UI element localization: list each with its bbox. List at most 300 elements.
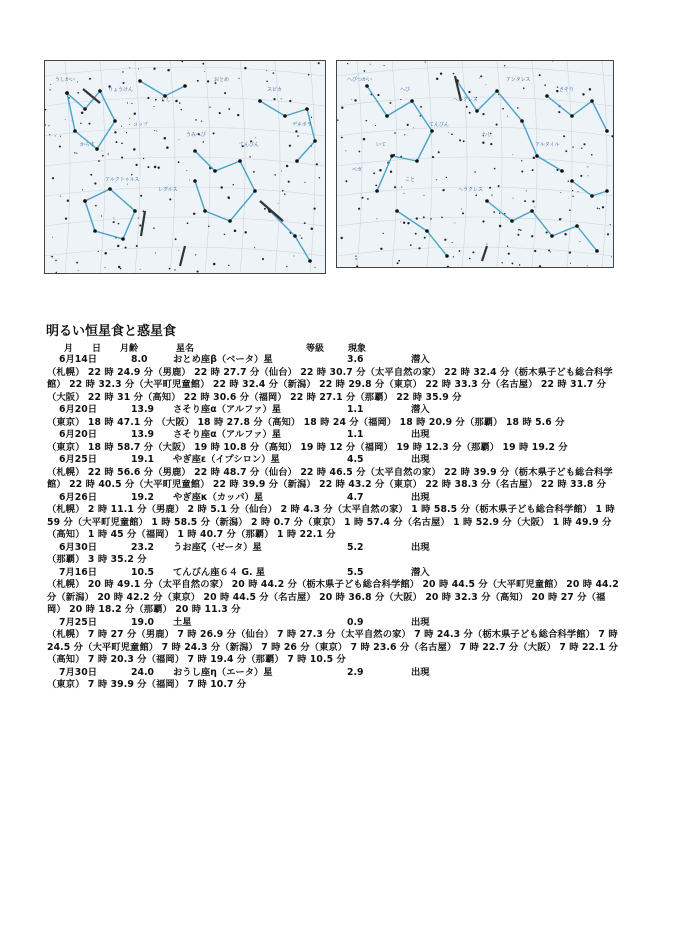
event-row [47,617,622,630]
event-phenomenon: 出現 [411,429,430,440]
background-star [345,150,346,151]
background-star [493,211,495,213]
background-star [318,62,320,64]
background-star [451,133,453,135]
header-star-name: 星名 [176,344,195,354]
background-star [167,69,170,72]
background-star [351,99,352,100]
background-star [564,233,566,235]
constellation-star [595,249,599,253]
background-star [463,140,465,142]
background-star [294,256,295,257]
background-star [532,169,534,171]
background-star [430,218,432,220]
background-star [254,247,255,248]
background-star [52,177,54,179]
constellation-label: アンタレス [506,77,531,83]
grid-line [205,61,210,273]
event-row [47,542,622,555]
constellation-line [572,181,607,196]
background-star [169,268,171,270]
event-magnitude: 5.2 [347,541,364,553]
background-star [295,130,297,132]
background-star [364,70,366,72]
background-star [125,247,127,249]
constellation-star [570,114,574,118]
background-star [311,228,314,231]
background-star [337,119,339,121]
event-phenomenon: 出現 [411,666,430,678]
background-star [491,194,492,195]
event-moon-age: 13.9 [131,404,154,415]
background-star [59,145,61,147]
background-star [489,187,491,189]
background-star [117,245,119,247]
background-star [65,217,67,219]
background-star [166,146,169,149]
background-star [266,70,267,71]
background-star [233,184,234,185]
background-star [74,152,75,153]
background-star [548,250,550,252]
background-star [274,174,276,176]
background-star [370,64,371,65]
background-star [153,68,155,70]
background-star [175,100,178,103]
background-star [380,248,382,250]
star-chart-right [337,61,613,267]
constellation-star [203,209,207,213]
header-magnitude: 等級 [306,344,325,354]
event-magnitude: 1.1 [347,429,364,440]
background-star [193,213,195,215]
background-star [51,256,53,258]
event-times: （札幌） 2 時 11.1 分（男鹿） 2 時 5.1 分（仙台） 2 時 4.3 分（太平自然の家） 1 時 58.5 分（栃木県子ども総合科学館） 1 時 59 分（大平町児童館） 1 時 58.5 分（新潟） 2 時 0.7 分（東京） 1 時 57.4 分（名古屋） 1 時 52.9 分（大阪） 1 時 49.9 分（高知） 1 時 45 分（福岡） 1 時 40.7 分（那覇） 1 時 22.1 分 [47,504,615,540]
constellation-star [253,189,257,193]
constellation-label: わし [482,132,493,138]
background-star [156,131,157,132]
event-moon-age: 19.0 [131,616,154,628]
event-date: 6月25日 [59,454,98,465]
background-star [81,112,84,115]
background-star [565,150,567,152]
background-star [407,124,409,126]
event-times: （札幌） 7 時 27 分（男鹿） 7 時 26.9 分（仙台） 7 時 27.3 分（太平自然の家） 7 時 24.3 分（栃木県子ども総合科学館） 7 時 24.5 分（大平町児童館） 7 時 24.3 分（新潟） 7 時 26 分（東京） 7 時 23.6 分（名古屋） 7 時 22.7 分（大阪） 7 時 22.1 分（高知） 7 時 20.3 分（福岡） 7 時 19.4 分（那覇） 7 時 10.5 分 [47,629,619,665]
background-star [363,138,366,141]
background-star [113,221,115,223]
background-star [572,196,573,197]
constellation-star [385,114,389,118]
background-star [220,186,222,188]
event-star: てんびん座６４ G. 星 [173,566,266,578]
event-star: 土星 [173,616,192,628]
background-star [373,172,375,174]
constellation-star [83,107,87,111]
background-star [82,189,83,190]
occultation-list [47,354,622,692]
background-star [444,239,446,241]
background-star [77,92,79,94]
constellation-label: アルタイル [535,142,560,148]
background-star [48,125,49,126]
background-star [304,182,305,183]
constellation-star [93,229,97,233]
background-star [572,190,573,191]
background-star [494,168,496,170]
background-star [375,125,376,126]
background-star [174,269,175,270]
background-star [118,223,120,225]
page-title: 明るい恒星食と惑星食 [46,324,177,339]
background-star [108,153,109,154]
background-star [587,175,588,176]
background-star [472,251,474,253]
constellation-star [495,89,499,93]
background-star [416,217,418,219]
background-star [415,233,417,235]
event-row [47,429,622,442]
constellation-label: さそり [559,87,575,93]
background-star [131,174,133,176]
background-star [213,132,215,134]
background-star [139,224,141,226]
background-star [138,68,139,69]
background-star [244,231,246,233]
background-star [131,103,132,104]
background-star [526,190,527,191]
background-star [474,171,476,173]
background-star [209,107,210,108]
constellation-star [258,99,262,103]
event-magnitude: 4.5 [347,454,364,465]
event-magnitude: 4.7 [347,491,364,503]
background-star [140,195,142,197]
background-star [568,180,569,181]
constellation-star [395,209,399,213]
grid-line [45,127,325,136]
background-star [377,94,379,96]
background-star [355,258,356,259]
background-star [52,237,53,238]
background-star [121,156,123,158]
background-star [486,244,487,245]
event-phenomenon: 潜入 [411,354,430,365]
background-star [534,206,535,207]
background-star [178,139,179,140]
grid-line [45,187,325,196]
background-star [120,268,122,270]
background-star [102,155,104,157]
moon-path-mark [141,211,145,236]
event-star: さそり座α（アルファ）星 [173,429,282,440]
background-star [394,186,396,188]
background-star [113,218,114,219]
background-star [404,134,405,135]
background-star [531,235,533,237]
background-star [413,127,414,128]
background-star [523,87,525,89]
background-star [282,190,284,192]
background-star [404,193,405,194]
background-star [105,267,106,268]
table-header [0,341,679,353]
constellation-label: ヘルクレス [453,97,478,103]
background-star [234,230,237,233]
event-magnitude: 3.6 [347,354,364,365]
constellation-star [510,219,514,223]
background-star [227,196,229,198]
header-moon-age: 月齢 [120,344,139,354]
background-star [454,222,455,223]
background-star [419,115,421,117]
constellation-star [305,107,309,111]
event-phenomenon: 潜入 [411,566,430,578]
constellation-star [425,229,429,233]
background-star [366,120,368,122]
background-star [345,180,347,182]
background-star [452,242,453,243]
background-star [76,262,78,264]
star-map-right [336,60,614,268]
event-phenomenon: 潜入 [411,404,430,415]
background-star [400,99,401,100]
background-star [308,74,310,76]
background-star [559,218,561,220]
background-star [501,262,502,263]
background-star [569,209,571,211]
background-star [153,227,155,229]
constellation-label: ヘラクレス [458,187,483,193]
constellation-star [113,119,117,123]
background-star [504,65,505,66]
background-star [197,80,199,82]
event-times: （那覇） 3 時 35.2 分 [47,554,147,565]
background-star [597,208,598,209]
constellation-star [73,129,77,133]
background-star [316,163,318,165]
background-star [202,63,204,65]
background-star [78,270,79,271]
background-star [499,225,502,228]
background-star [136,245,138,247]
background-star [400,221,401,222]
constellation-star [228,219,232,223]
constellation-label: うみへび [186,132,206,138]
background-star [187,222,189,224]
background-star [482,141,484,143]
background-star [67,199,69,201]
background-star [485,84,486,85]
grid-line [602,61,607,267]
background-star [359,151,361,153]
background-star [403,221,405,223]
event-times: （札幌） 22 時 56.6 分（男鹿） 22 時 48.7 分（仙台） 22 時 46.5 分（太平自然の家） 22 時 39.9 分（栃木県子ども総合科学館） 22 時 40.5 分（大平町児童館） 22 時 39.9 分（新潟） 22 時 43.2 分（東京） 22 時 38.3 分（名古屋） 22 時 33.8 分 [47,466,613,490]
background-star [286,266,287,267]
background-star [278,203,279,204]
background-star [424,237,426,239]
background-star [95,205,97,207]
constellation-label: いて [376,142,387,148]
background-star [154,130,155,131]
constellation-label: ベガ [352,167,363,173]
background-star [572,146,573,147]
constellation-line [487,201,597,251]
grid-line [392,61,397,267]
background-star [453,256,454,257]
background-star [356,265,358,267]
background-star [524,200,526,202]
background-star [599,208,600,209]
background-star [580,175,582,177]
background-star [178,161,180,163]
constellation-star [183,84,187,88]
background-star [314,267,315,268]
background-star [129,67,130,68]
background-star [469,258,471,260]
background-star [60,136,61,137]
background-star [341,137,343,139]
background-star [289,100,291,102]
constellation-label: レグルス [158,187,178,193]
constellation-star [193,179,197,183]
background-star [195,254,196,255]
event-star: やぎ座κ（カッパ）星 [173,491,264,503]
constellation-star [605,129,609,133]
background-star [289,145,291,147]
event-row [47,492,622,505]
grid-line [357,61,362,267]
background-star [496,124,498,126]
background-star [213,263,216,266]
event-star: やぎ座ε（イプシロン）星 [173,454,280,465]
background-star [158,167,160,169]
background-star [135,164,137,166]
background-star [550,251,551,252]
constellation-star [430,129,434,133]
event-phenomenon: 出現 [411,616,430,628]
constellation-star [520,119,524,123]
background-star [244,67,246,69]
background-star [126,132,127,133]
event-times: （東京） 18 時 58.7 分（大阪） 19 時 10.8 分（高知） 19 時 12 分（福岡） 19 時 12.3 分（那覇） 19 時 19.2 分 [47,441,568,453]
background-star [436,78,438,80]
background-star [189,179,190,180]
constellation-star [65,91,69,95]
background-star [237,114,239,116]
background-star [116,141,118,143]
background-star [442,189,444,191]
moon-path-mark [180,246,185,266]
background-star [425,62,426,63]
constellation-star [308,259,312,263]
constellation-label: てんびん [239,142,260,148]
event-date: 7月30日 [59,666,98,678]
background-star [375,185,377,187]
background-star [224,234,225,235]
background-star [447,266,449,267]
event-moon-age: 23.2 [131,541,154,553]
event-date: 6月30日 [59,541,98,553]
background-star [379,169,382,172]
background-star [468,91,470,93]
constellation-star [83,199,87,203]
event-date: 6月14日 [59,354,98,365]
background-star [557,86,558,87]
background-star [249,156,251,158]
background-star [469,112,471,114]
grid-line [337,217,613,226]
constellation-line [547,96,607,131]
constellation-label: うしかい [55,77,76,83]
background-star [253,171,255,173]
background-star [186,170,187,171]
background-star [264,208,266,210]
background-star [423,195,424,196]
background-star [361,197,363,199]
constellation-star [313,139,317,143]
constellation-star [193,149,197,153]
background-star [519,264,520,265]
background-star [155,99,157,101]
background-star [611,256,612,257]
event-date: 6月26日 [59,491,98,503]
background-star [453,73,455,75]
background-star [539,74,541,76]
event-row [47,354,622,367]
background-star [423,216,425,218]
background-star [255,137,256,138]
background-star [440,73,442,75]
constellation-label: からす [80,142,96,148]
constellation-star [570,179,574,183]
header-day: 日 [92,344,102,354]
background-star [179,102,181,104]
background-star [581,148,582,149]
background-star [104,252,107,255]
constellation-star [133,209,137,213]
background-star [384,65,385,66]
background-star [602,206,604,208]
constellation-star [475,109,479,113]
constellation-line [367,86,432,191]
background-star [340,237,342,239]
background-star [121,143,123,145]
constellation-star [605,189,609,193]
background-star [182,61,184,62]
background-star [134,112,136,114]
background-star [587,166,588,167]
background-star [114,131,116,133]
background-star [101,215,102,216]
background-star [582,93,584,95]
background-star [313,207,315,209]
background-star [610,224,611,225]
background-star [55,135,56,136]
event-phenomenon: 出現 [411,454,430,465]
background-star [376,218,377,219]
background-star [507,246,508,247]
event-times: （東京） 7 時 39.9 分（福岡） 7 時 10.7 分 [47,679,247,690]
background-star [121,126,122,127]
event-moon-age: 8.0 [131,354,148,365]
background-star [546,231,548,233]
event-magnitude: 1.1 [347,404,364,415]
background-star [77,81,78,82]
grid-line [337,67,613,76]
background-star [284,193,286,195]
background-star [521,160,522,161]
background-star [607,233,609,235]
